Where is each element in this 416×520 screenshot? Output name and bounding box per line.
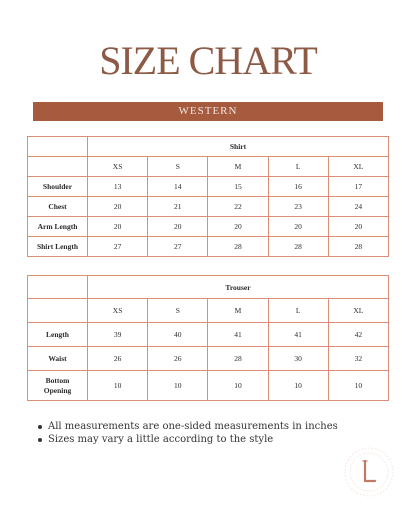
table-cell: 28 xyxy=(208,347,268,371)
table-cell: 26 xyxy=(148,347,208,371)
table-cell: 10 xyxy=(268,371,328,401)
table-cell: 14 xyxy=(148,177,208,197)
row-label: Waist xyxy=(28,347,88,371)
table-cell: 20 xyxy=(328,217,388,237)
size-header-xl: XL xyxy=(328,157,388,177)
list-item xyxy=(38,420,338,433)
row-label: Chest xyxy=(28,197,88,217)
row-label: Length xyxy=(28,323,88,347)
table-row xyxy=(28,237,389,257)
table-cell: 40 xyxy=(148,323,208,347)
empty-corner-cell xyxy=(28,157,88,177)
table-cell: 26 xyxy=(88,347,148,371)
table-row xyxy=(28,197,389,217)
table-cell: 32 xyxy=(328,347,388,371)
row-label: Shoulder xyxy=(28,177,88,197)
empty-corner-cell xyxy=(28,276,88,299)
table-cell: 42 xyxy=(328,323,388,347)
size-header-xs: XS xyxy=(88,157,148,177)
row-label: Bottom Opening xyxy=(28,371,88,401)
trouser-size-table xyxy=(27,275,389,401)
size-header-l: L xyxy=(268,157,328,177)
list-item xyxy=(38,433,338,446)
empty-corner-cell xyxy=(28,299,88,323)
brand-seal-icon xyxy=(343,446,395,498)
page-title: SIZE CHART xyxy=(99,38,317,83)
table-cell: 21 xyxy=(148,197,208,217)
note-text: All measurements are one-sided measurements in inches xyxy=(48,421,338,432)
table-cell: 27 xyxy=(88,237,148,257)
size-header-m: M xyxy=(208,299,268,323)
table-cell: 23 xyxy=(268,197,328,217)
empty-corner-cell xyxy=(28,137,88,157)
shirt-group-label: Shirt xyxy=(88,137,389,157)
shirt-size-header-row xyxy=(28,157,389,177)
row-label: Shirt Length xyxy=(28,237,88,257)
size-header-m: M xyxy=(208,157,268,177)
table-cell: 24 xyxy=(328,197,388,217)
table-cell: 27 xyxy=(148,237,208,257)
size-header-l: L xyxy=(268,299,328,323)
size-header-xs: XS xyxy=(88,299,148,323)
table-row xyxy=(28,371,389,401)
row-label: Arm Length xyxy=(28,217,88,237)
table-cell: 20 xyxy=(148,217,208,237)
table-cell: 41 xyxy=(208,323,268,347)
table-cell: 10 xyxy=(208,371,268,401)
table-row xyxy=(28,217,389,237)
table-cell: 16 xyxy=(268,177,328,197)
brand-logo xyxy=(343,446,395,498)
table-cell: 15 xyxy=(208,177,268,197)
table-cell: 20 xyxy=(88,217,148,237)
table-cell: 28 xyxy=(268,237,328,257)
table-cell: 28 xyxy=(208,237,268,257)
table-row xyxy=(28,323,389,347)
size-header-s: S xyxy=(148,299,208,323)
table-cell: 10 xyxy=(88,371,148,401)
note-text: Sizes may vary a little according to the style xyxy=(48,434,274,445)
table-cell: 30 xyxy=(268,347,328,371)
shirt-size-table xyxy=(27,136,389,257)
trouser-size-header-row xyxy=(28,299,389,323)
table-cell: 20 xyxy=(268,217,328,237)
table-cell: 17 xyxy=(328,177,388,197)
table-cell: 20 xyxy=(208,217,268,237)
size-header-s: S xyxy=(148,157,208,177)
table-row xyxy=(28,347,389,371)
size-header-xl: XL xyxy=(328,299,388,323)
category-banner: WESTERN xyxy=(33,102,383,121)
trouser-group-label: Trouser xyxy=(88,276,389,299)
shirt-group-header-row xyxy=(28,137,389,157)
table-cell: 10 xyxy=(328,371,388,401)
table-cell: 22 xyxy=(208,197,268,217)
trouser-group-header-row xyxy=(28,276,389,299)
table-cell: 28 xyxy=(328,237,388,257)
bullet-icon xyxy=(38,438,42,442)
table-cell: 39 xyxy=(88,323,148,347)
table-cell: 20 xyxy=(88,197,148,217)
table-row xyxy=(28,177,389,197)
measurement-notes xyxy=(38,420,338,446)
table-cell: 13 xyxy=(88,177,148,197)
table-cell: 41 xyxy=(268,323,328,347)
bullet-icon xyxy=(38,425,42,429)
table-cell: 10 xyxy=(148,371,208,401)
